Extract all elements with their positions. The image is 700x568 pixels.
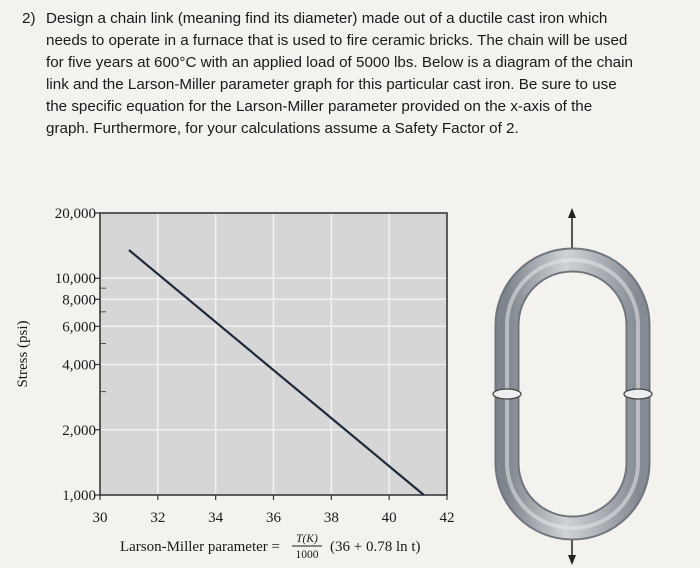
y-tick-label: 1,000: [62, 488, 96, 504]
problem-line-1: Design a chain link (meaning find its diameter) made out of a ductile cast iron which: [46, 10, 608, 27]
x-tick-label: 32: [150, 510, 166, 526]
chain-cross-section-right: [624, 389, 652, 399]
load-arrow-up-icon: [568, 208, 576, 218]
x-tick-label: 38: [323, 510, 339, 526]
y-tick-label: 6,000: [62, 319, 96, 336]
x-axis-ticks: [93, 495, 455, 526]
chain-cross-section-left: [493, 389, 521, 399]
problem-line-4: link and the Larson-Miller parameter graph for this particular cast iron. Be sure to use: [46, 76, 617, 93]
x-axis-label-suffix: (36 + 0.78 ln t): [330, 539, 421, 555]
y-tick-label: 20,000: [54, 206, 96, 222]
chain-link-diagram: [493, 208, 652, 565]
x-axis-label-prefix: Larson-Miller parameter =: [119, 539, 280, 555]
x-tick-label: 34: [208, 510, 224, 526]
problem-number: 2): [22, 10, 36, 27]
load-arrow-down-icon: [568, 555, 576, 565]
chain-link-outline: [507, 260, 638, 528]
y-axis-ticks: [55, 206, 100, 504]
x-axis-fraction-numerator: T(K): [296, 533, 318, 545]
x-tick-label: 30: [92, 510, 108, 526]
y-tick-label: 4,000: [62, 357, 96, 374]
chain-link-body: [507, 260, 638, 528]
problem-line-5: the specific equation for the Larson-Miller parameter provided on the x-axis of the: [46, 98, 593, 115]
y-axis-label: Stress (psi): [15, 320, 31, 388]
problem-line-2: needs to operate in a furnace that is used to fire ceramic bricks. The chain will be used: [46, 32, 628, 49]
chain-link-highlight: [507, 260, 638, 528]
x-tick-label: 40: [381, 510, 397, 526]
y-tick-label: 2,000: [62, 422, 96, 439]
x-axis-fraction-denominator: 1000: [295, 549, 319, 561]
x-axis-label: [120, 533, 421, 561]
x-tick-label: 36: [266, 510, 281, 526]
y-tick-label: 10,000: [54, 271, 96, 288]
problem-line-3: for five years at 600°C with an applied load of 5000 lbs. Below is a diagram of the chain: [46, 54, 633, 71]
problem-line-6: graph. Furthermore, for your calculations assume a Safety Factor of 2.: [46, 120, 519, 137]
larson-miller-chart: [15, 206, 455, 561]
x-tick-label: 42: [439, 510, 455, 526]
y-tick-label: 8,000: [62, 292, 96, 309]
